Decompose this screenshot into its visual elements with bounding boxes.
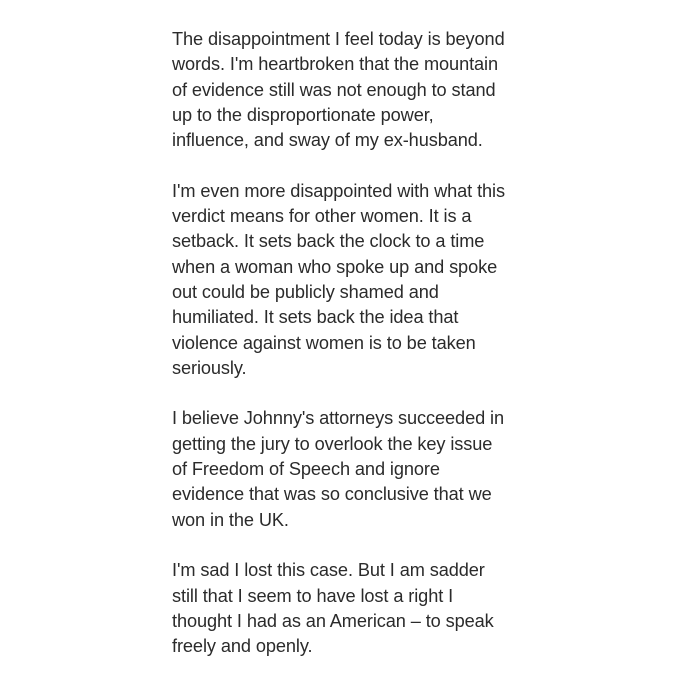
text-line: I'm sad I lost this case. But I am sadder [172,560,485,581]
text-line: still that I seem to have lost a right I [172,585,454,606]
text-line: of Freedom of Speech and ignore [172,459,440,480]
text-line: of evidence still was not enough to stand [172,79,496,100]
text-line: seriously. [172,357,247,378]
text-line: freely and openly. [172,636,313,657]
text-line: out could be publicly shamed and [172,281,439,302]
text-line: up to the disproportionate power, [172,104,434,125]
paragraph-1 [172,27,532,153]
text-line: words. I'm heartbroken that the mountain [172,54,499,75]
text-line: setback. It sets back the clock to a time [172,231,485,252]
text-line: when a woman who spoke up and spoke [172,256,498,277]
paragraph-4 [172,558,532,659]
text-line: I'm even more disappointed with what this [172,180,505,201]
text-line: violence against women is to be taken [172,332,476,353]
paragraph-3 [172,406,532,532]
text-line: getting the jury to overlook the key issue [172,433,493,454]
text-line: won in the UK. [172,509,289,530]
statement-text [172,27,532,659]
text-line: thought I had as an American – to speak [172,610,494,631]
text-line: I believe Johnny's attorneys succeeded in [172,408,505,429]
text-line: The disappointment I feel today is beyond [172,29,505,49]
text-line: humiliated. It sets back the idea that [172,307,459,328]
text-line: verdict means for other women. It is a [172,206,472,227]
text-line: evidence that was so conclusive that we [172,484,492,505]
text-line: influence, and sway of my ex-husband. [172,130,483,151]
paragraph-2 [172,179,532,381]
